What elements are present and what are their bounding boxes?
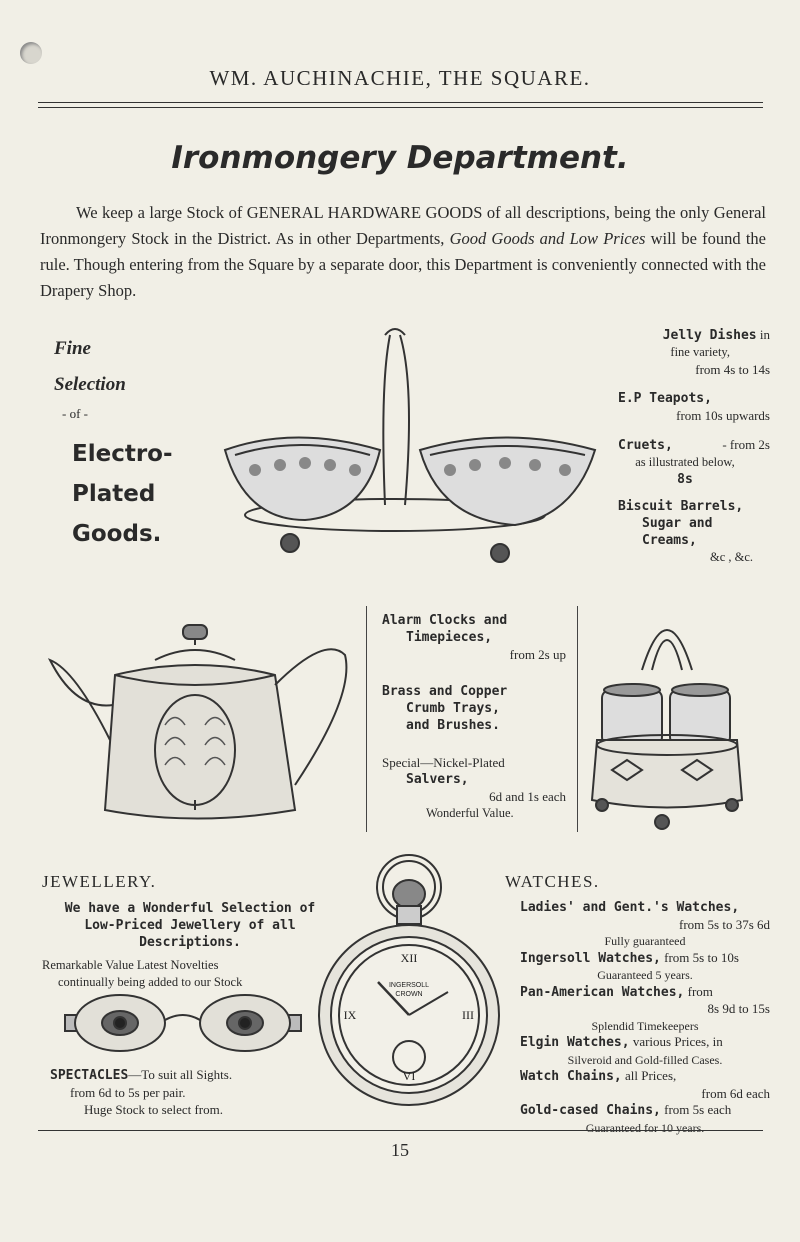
pocket-watch-illustration <box>318 852 500 1114</box>
dial-iii: III <box>462 1008 474 1022</box>
jewellery-block <box>40 900 340 991</box>
jelly-dishes-sub: fine variety, <box>670 345 730 359</box>
special-salvers-line2: Salvers, <box>406 772 469 787</box>
electro-selection: Selection <box>54 374 126 395</box>
header-rule-top <box>38 102 763 103</box>
footer-rule <box>38 1130 763 1131</box>
alarm-clocks-line1: Alarm Clocks and <box>382 613 508 628</box>
jewellery-line2: Low-Priced Jewellery of all <box>84 918 296 933</box>
intro-paragraph <box>40 200 766 304</box>
jelly-dishes-in: in <box>759 327 770 342</box>
spectacles-stock: Huge Stock to select from. <box>84 1102 223 1117</box>
binder-hole <box>20 42 42 64</box>
cruets-price: 8s <box>677 472 693 487</box>
electro-plated: Plated <box>72 481 156 507</box>
cruets-sub: as illustrated below, <box>635 455 735 469</box>
spectacles-title: SPECTACLES <box>50 1068 129 1083</box>
page-number: 15 <box>391 1140 409 1160</box>
intro-text-1: We keep a large Stock of GENERAL HARDWARE GOODS of all descriptions, being the only General Ironmongery Stock in the District. As in other Departments, <box>40 203 766 248</box>
spectacles-illustration <box>55 990 310 1060</box>
dial-ix: IX <box>343 1008 357 1022</box>
biscuit-barrels-line3: Creams, <box>642 533 697 548</box>
brass-trays-line2: Crumb Trays, <box>406 701 500 716</box>
watches-gold-price: from 5s each <box>664 1102 732 1117</box>
watches-elgin-rest: various Prices, in <box>632 1034 723 1049</box>
electro-fine: Fine <box>54 338 91 359</box>
electro-of: - of - <box>62 406 88 421</box>
special-salvers-note: Wonderful Value. <box>426 806 514 820</box>
teapot-illustration <box>45 615 360 830</box>
cruet-illustration <box>582 600 772 835</box>
watches-elgin-note: Silveroid and Gold-filled Cases. <box>567 1052 723 1067</box>
intro-text-2: will be found the rule. Though entering from the Square by a separate door, this Department is conveniently connected with the Drapery Shop. <box>40 229 766 300</box>
header-rule-bottom <box>38 107 763 108</box>
watch-brand: INGERSOLL <box>388 982 430 989</box>
jelly-dishes-title: Jelly Dishes <box>662 328 757 343</box>
watches-chains-rest: all Prices, <box>625 1068 677 1083</box>
biscuit-barrels-line1: Biscuit Barrels, <box>618 499 744 514</box>
cruets-from: - from 2s <box>722 437 770 452</box>
electro-goods: Goods. <box>72 521 162 547</box>
teapots-title: E.P Teapots, <box>618 391 712 406</box>
watches-ladies-note: Fully guaranteed <box>604 934 686 948</box>
watches-chains-price: from 6d each <box>701 1085 770 1101</box>
department-title: Ironmongery Department. <box>171 140 629 176</box>
jelly-dish-illustration <box>205 325 605 570</box>
jewellery-remark-1: Remarkable Value Latest Novelties <box>42 958 219 972</box>
special-salvers-line1: Special—Nickel-Plated <box>382 755 505 770</box>
watches-pan-price: 8s 9d to 15s <box>707 1001 770 1016</box>
electro-electro: Electro- <box>72 441 173 467</box>
alarm-clocks-price: from 2s up <box>509 647 566 662</box>
brass-trays-line1: Brass and Copper <box>382 684 508 699</box>
alarm-clocks-line2: Timepieces, <box>406 630 493 645</box>
spectacles-rest: —To suit all Sights. <box>128 1067 233 1082</box>
watches-ingersoll-price: from 5s to 10s <box>664 949 739 965</box>
page-header: WM. AUCHINACHIE, THE SQUARE. <box>209 66 591 90</box>
watches-heading: WATCHES. <box>505 872 600 891</box>
jelly-dishes-price: from 4s to 14s <box>695 362 770 377</box>
watches-ingersoll-note: Guaranteed 5 years. <box>597 968 693 982</box>
dial-xii: XII <box>400 951 418 965</box>
spectacles-price: from 6d to 5s per pair. <box>70 1085 186 1100</box>
watches-chains: Watch Chains, <box>520 1069 622 1084</box>
center-divider-right <box>577 606 578 832</box>
dial-vi: VI <box>402 1069 416 1083</box>
right-column-list <box>600 326 770 566</box>
watches-ladies: Ladies' and Gent.'s Watches, <box>520 900 740 915</box>
watches-pan-note: Splendid Timekeepers <box>591 1018 699 1033</box>
watches-gold-note: Guaranteed for 10 years. <box>585 1120 705 1135</box>
jewellery-line3: Descriptions. <box>139 935 241 950</box>
watch-model: CROWN <box>395 991 423 998</box>
watches-pan-from: from <box>687 983 713 999</box>
intro-text-italic: Good Goods and Low Prices <box>449 229 646 248</box>
brass-trays-line3: and Brushes. <box>406 718 500 733</box>
biscuit-barrels-line4: &c , &c. <box>710 550 754 564</box>
watches-pan: Pan-American Watches, <box>520 984 685 1000</box>
teapots-price: from 10s upwards <box>676 408 770 423</box>
center-divider-left <box>366 606 367 832</box>
jewellery-line1: We have a Wonderful Selection of <box>64 901 316 916</box>
center-column-list <box>376 612 572 822</box>
jewellery-remark-2: continually being added to our Stock <box>58 975 243 989</box>
watches-ingersoll: Ingersoll Watches, <box>520 950 661 966</box>
jewellery-heading: JEWELLERY. <box>42 872 157 891</box>
cruets-title: Cruets, <box>618 438 673 453</box>
spectacles-block <box>46 1066 336 1118</box>
special-salvers-price: 6d and 1s each <box>489 789 566 804</box>
watches-block <box>520 900 770 1136</box>
watches-gold: Gold-cased Chains, <box>520 1103 661 1118</box>
biscuit-barrels-line2: Sugar and <box>642 516 713 531</box>
watches-elgin: Elgin Watches, <box>520 1035 630 1050</box>
watches-ladies-price: from 5s to 37s 6d <box>679 916 770 932</box>
electro-block <box>54 338 194 554</box>
